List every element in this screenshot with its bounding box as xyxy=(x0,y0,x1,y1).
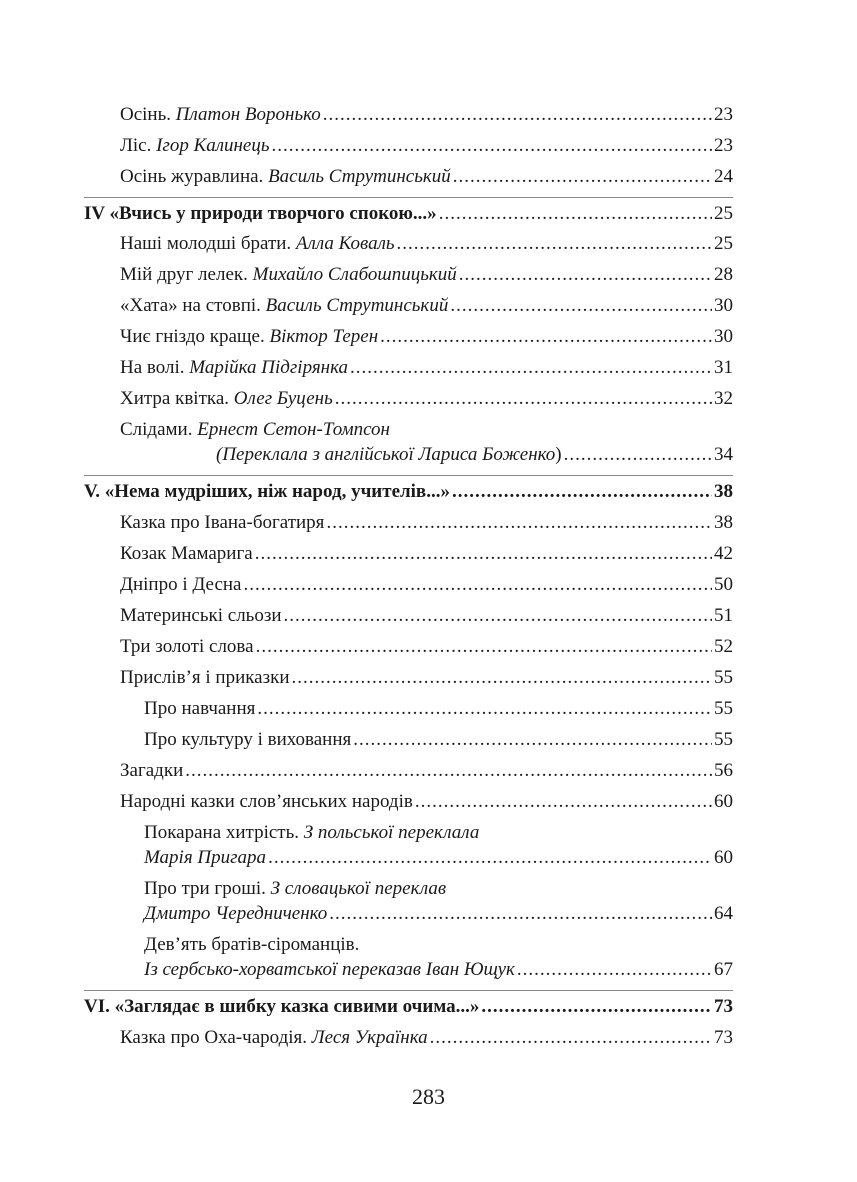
entry-title: Про навчання xyxy=(144,698,256,719)
entry-page: 30 xyxy=(714,326,733,347)
dot-leader xyxy=(415,790,712,814)
toc-entry xyxy=(120,134,733,158)
dot-leader xyxy=(335,387,712,411)
toc-entry xyxy=(120,1026,733,1050)
entry-title: Мій друг лелек. Михайло Слабошпицький xyxy=(120,264,457,285)
toc-subentry xyxy=(144,902,733,926)
entry-page: 64 xyxy=(714,903,733,924)
dot-leader xyxy=(257,697,712,721)
entry-page: 42 xyxy=(714,543,733,564)
entry-page: 67 xyxy=(714,959,733,980)
section-title: VI. «Заглядає в шибку казка сивими очима...» xyxy=(84,996,480,1017)
section-title: V. «Нема мудріших, ніж народ, учителів...» xyxy=(84,481,450,502)
entry-title: «Хата» на стовпі. Василь Струтинський xyxy=(120,295,449,316)
entry-title: Дев’ять братів-сіроманців. xyxy=(144,934,360,955)
dot-leader xyxy=(255,542,712,566)
entry-page: 73 xyxy=(714,996,733,1017)
entry-title: Хитра квітка. Олег Буцень xyxy=(120,388,333,409)
toc-entry xyxy=(120,387,733,411)
entry-title: Покарана хитрість. З польської переклала xyxy=(144,822,480,843)
toc-entry xyxy=(120,511,733,535)
dot-leader xyxy=(292,666,712,690)
dot-leader xyxy=(353,728,712,752)
toc-entry xyxy=(120,232,733,256)
dot-leader xyxy=(430,1026,712,1050)
entry-title: Про культуру і виховання xyxy=(144,729,352,750)
entry-page: 31 xyxy=(714,357,733,378)
dot-leader xyxy=(453,165,712,189)
entry-title: Слідами. Ернест Сетон-Томпсон xyxy=(120,419,390,440)
entry-page: 38 xyxy=(714,512,733,533)
dot-leader xyxy=(481,995,712,1019)
dot-leader xyxy=(185,759,712,783)
entry-page: 50 xyxy=(714,574,733,595)
entry-title: На волі. Марійка Підгірянка xyxy=(120,357,348,378)
toc-section-heading xyxy=(84,202,733,226)
entry-page: 32 xyxy=(714,388,733,409)
entry-title: Чиє гніздо краще. Віктор Терен xyxy=(120,326,379,347)
toc-entry xyxy=(120,635,733,659)
entry-page: 23 xyxy=(714,104,733,125)
section-divider xyxy=(84,475,733,476)
entry-page: 24 xyxy=(714,166,733,187)
toc-subentry xyxy=(144,846,733,870)
entry-title: Три золоті слова xyxy=(120,636,254,657)
entry-title: Козак Мамарига xyxy=(120,543,253,564)
entry-page: 56 xyxy=(714,760,733,781)
dot-leader xyxy=(272,134,712,158)
dot-leader xyxy=(268,846,712,870)
section-divider xyxy=(84,197,733,198)
entry-title: Дніпро і Десна xyxy=(120,574,242,595)
entry-page: 30 xyxy=(714,295,733,316)
entry-title: Загадки xyxy=(120,760,184,781)
dot-leader xyxy=(439,202,712,226)
section-title: IV «Вчись у природи творчого спокою...» xyxy=(84,203,437,224)
toc-subentry xyxy=(144,728,733,752)
entry-title: Наші молодші брати. Алла Коваль xyxy=(120,233,395,254)
toc-entry xyxy=(120,165,733,189)
translator-note: (Переклала з англійської Лариса Боженко) xyxy=(216,444,562,465)
entry-page: 60 xyxy=(714,791,733,812)
entry-title: Осінь. Платон Воронько xyxy=(120,104,321,125)
dot-leader xyxy=(284,604,712,628)
entry-page: 23 xyxy=(714,135,733,156)
entry-page: 55 xyxy=(714,667,733,688)
dot-leader xyxy=(244,573,713,597)
dot-leader xyxy=(380,325,712,349)
entry-title: Про три гроші. З словацької переклав xyxy=(144,878,447,899)
toc-entry xyxy=(120,263,733,287)
section-divider xyxy=(84,990,733,991)
toc-entry xyxy=(120,294,733,318)
entry-title: Народні казки слов’янських народів xyxy=(120,791,413,812)
entry-page: 55 xyxy=(714,729,733,750)
entry-title: Казка про Оха-чародія. Леся Українка xyxy=(120,1027,428,1048)
entry-title: Казка про Івана-богатиря xyxy=(120,512,325,533)
toc-entry xyxy=(120,604,733,628)
entry-title: Прислів’я і приказки xyxy=(120,667,290,688)
toc-entry xyxy=(120,759,733,783)
dot-leader xyxy=(256,635,712,659)
toc-entry xyxy=(120,325,733,349)
toc-entry xyxy=(216,443,733,467)
dot-leader xyxy=(452,480,712,504)
toc-entry xyxy=(120,103,733,127)
dot-leader xyxy=(329,902,712,926)
dot-leader xyxy=(350,356,712,380)
entry-page: 52 xyxy=(714,636,733,657)
dot-leader xyxy=(459,263,712,287)
toc-entry xyxy=(120,790,733,814)
toc-subentry xyxy=(144,697,733,721)
dot-leader xyxy=(326,511,712,535)
entry-page: 25 xyxy=(714,233,733,254)
toc-entry xyxy=(120,573,733,597)
page-number: 283 xyxy=(412,1084,445,1109)
entry-author: Із сербсько-хорватської переказав Іван Ющук xyxy=(144,959,515,980)
entry-page: 38 xyxy=(714,481,733,502)
dot-leader xyxy=(450,294,712,318)
dot-leader xyxy=(397,232,712,256)
toc-entry xyxy=(120,542,733,566)
toc-subentry xyxy=(144,958,733,982)
toc-section-heading xyxy=(84,480,733,504)
entry-title: Материнські сльози xyxy=(120,605,282,626)
entry-author: Марія Пригара xyxy=(144,847,267,868)
dot-leader xyxy=(323,103,712,127)
dot-leader xyxy=(517,958,712,982)
entry-page: 60 xyxy=(714,847,733,868)
toc-entry xyxy=(120,666,733,690)
entry-page: 25 xyxy=(714,203,733,224)
toc-entry xyxy=(120,356,733,380)
entry-page: 28 xyxy=(714,264,733,285)
entry-page: 34 xyxy=(714,444,733,465)
entry-page: 55 xyxy=(714,698,733,719)
entry-title: Ліс. Ігор Калинець xyxy=(120,135,270,156)
entry-author: Дмитро Чередниченко xyxy=(144,903,328,924)
entry-page: 51 xyxy=(714,605,733,626)
entry-page: 73 xyxy=(714,1027,733,1048)
dot-leader xyxy=(564,443,712,467)
toc-section-heading xyxy=(84,995,733,1019)
entry-title: Осінь журавлина. Василь Струтинський xyxy=(120,166,451,187)
